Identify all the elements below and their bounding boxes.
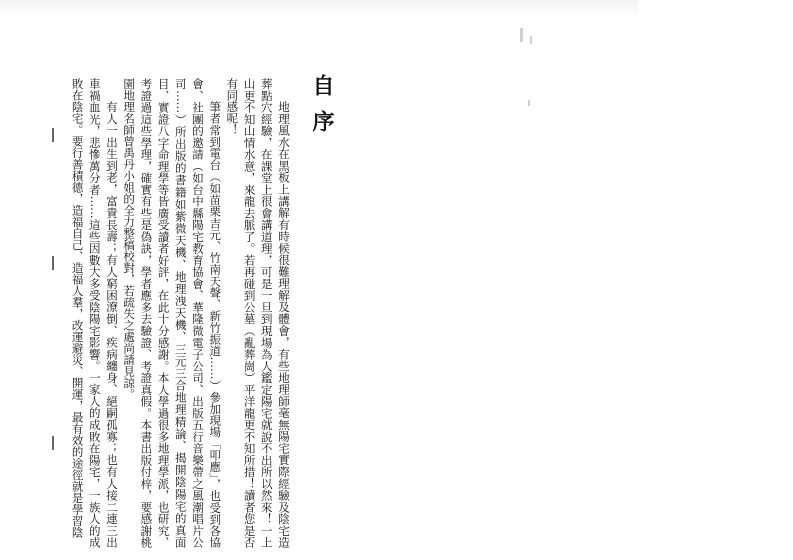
margin-mark [52, 128, 54, 142]
paragraph-3: 有人一出生到老，富貴長壽；有人窮困潦倒、疾病纏身、絕嗣孤寡；也有人接二連三出車禍血光，悲慘萬分者……這些因數大多受陰陽宅影響。一家人的成敗在陽宅，一族人的成敗在陰宅。要行善積德，造福自己、造福人羣，改運避災、開運，最有效的途徑就是學習陰 [70, 78, 119, 548]
scan-speck [530, 36, 532, 44]
paragraph-2: 筆者常到電台（如苗栗吉元、竹南天聲、新竹振道……）參加現場「叩應」，也受到各協會、社團的邀請（如台中縣陽宅教育協會、華隆微電子公司、出版五行音樂帶之風潮唱片公司……）所出版的書籍如紫微天機、地理洩天機、三元三合地理精論、揭開陰陽宅的真面目、實證八字命理學等皆廣受讀者好評，在此十分感謝。本人學過很多地理學派，也研究、考證過這些學理，確實有些是偽訣，學者應多去驗證、考證真假。本書出版付梓，要感謝桃園地理名師曾禹丹小姐的全力整稿校對，若疏失之處尚請見諒。 [122, 78, 223, 548]
scan-speck [520, 28, 523, 42]
paragraph-1: 地理風水在黑板上講解有時候很難理解及體會，有些地理師毫無陽宅實際經驗及陰宅造葬點穴經驗，在課堂上很會講道理，可是一旦到現場為人鑑定陽宅就說不出所以然來！一上山更不知山情水意，來龍去脈了。若再碰到公墓（亂葬崗）平洋龍更不知所措！讀者您是否有同感呢！ [225, 78, 291, 548]
margin-mark [52, 436, 54, 450]
margin-mark [52, 256, 54, 270]
scan-speck [528, 100, 530, 106]
page-title: 自序 [309, 74, 335, 146]
blank-margin [638, 0, 793, 560]
body-text [70, 78, 292, 548]
